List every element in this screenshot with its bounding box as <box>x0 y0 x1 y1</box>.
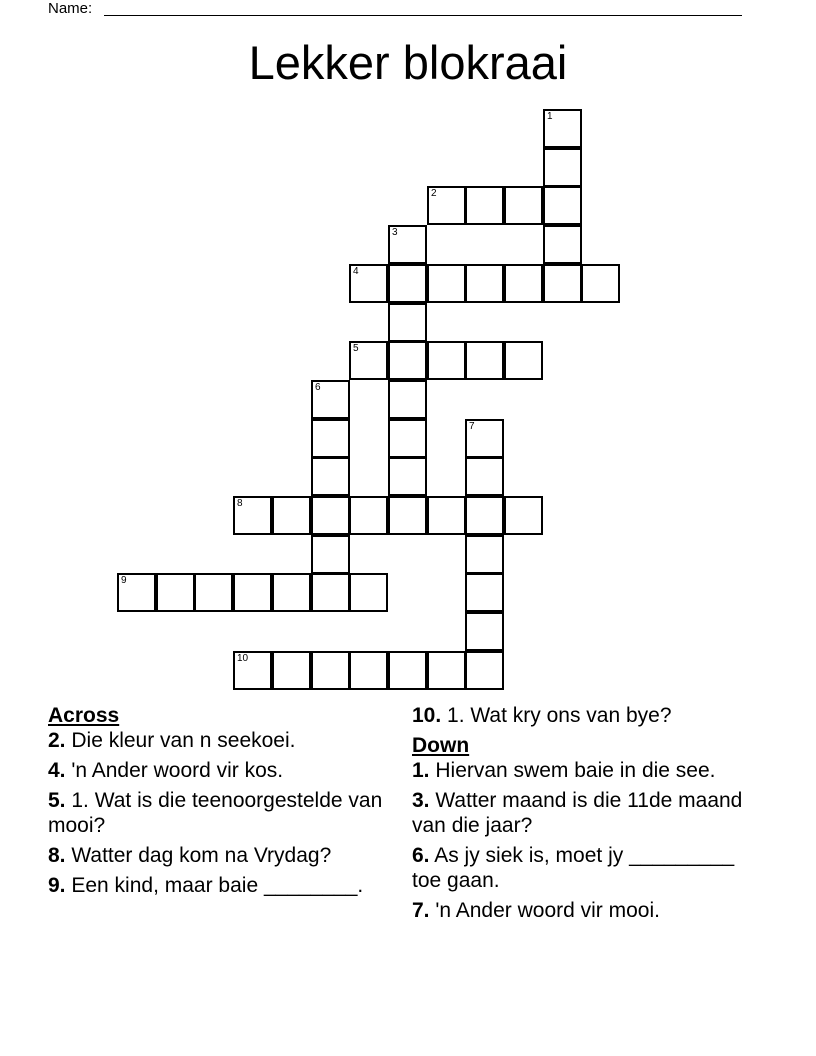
grid-cell[interactable] <box>311 535 350 574</box>
grid-cell[interactable] <box>388 380 427 419</box>
grid-cell[interactable] <box>311 457 350 496</box>
grid-cell[interactable] <box>388 303 427 342</box>
clue-text: Watter dag kom na Vrydag? <box>71 844 332 867</box>
clue-number: 10. <box>412 704 442 727</box>
cell-number: 5 <box>353 343 359 354</box>
grid-cell[interactable] <box>349 651 388 690</box>
grid-cell[interactable] <box>388 496 427 535</box>
clue-number: 6. <box>412 844 430 867</box>
clue-text: 1. Wat kry ons van bye? <box>447 704 672 727</box>
grid-cell[interactable] <box>465 264 504 303</box>
clue-text: Watter maand is die 11de maand van die jaar? <box>412 789 743 837</box>
cell-number: 9 <box>121 575 127 586</box>
grid-cell[interactable] <box>388 419 427 458</box>
cell-number: 8 <box>237 498 243 509</box>
clue-number: 2. <box>48 729 66 752</box>
cell-number: 6 <box>315 382 321 393</box>
grid-cell[interactable] <box>194 573 233 612</box>
grid-cell[interactable] <box>233 496 272 535</box>
cell-number: 3 <box>392 227 398 238</box>
clue-text: Een kind, maar baie ________. <box>71 874 364 897</box>
grid-cell[interactable] <box>311 496 350 535</box>
clue-text: 'n Ander woord vir mooi. <box>435 899 660 922</box>
grid-cell[interactable] <box>504 264 543 303</box>
name-label: Name: <box>48 0 93 17</box>
grid-cell[interactable] <box>349 573 388 612</box>
cell-number: 2 <box>431 188 437 199</box>
grid-cell[interactable] <box>272 496 311 535</box>
grid-cell[interactable] <box>543 186 582 225</box>
grid-cell[interactable] <box>504 186 543 225</box>
clue-number: 4. <box>48 759 66 782</box>
grid-cell[interactable] <box>233 573 272 612</box>
cell-number: 4 <box>353 266 359 277</box>
clues-right-column <box>412 703 752 928</box>
grid-cell[interactable] <box>388 651 427 690</box>
grid-cell[interactable] <box>272 651 311 690</box>
clue-text: 'n Ander woord vir kos. <box>71 759 284 782</box>
cell-number: 7 <box>469 421 475 432</box>
down-clue-1 <box>412 758 752 783</box>
grid-cell[interactable] <box>427 264 466 303</box>
grid-cell[interactable] <box>311 419 350 458</box>
grid-cell[interactable] <box>465 573 504 612</box>
grid-cell[interactable] <box>543 109 582 148</box>
grid-cell[interactable] <box>349 264 388 303</box>
across-clue-9 <box>48 873 388 898</box>
grid-cell[interactable] <box>311 573 350 612</box>
puzzle-title: Lekker blokraai <box>248 36 568 89</box>
grid-cell[interactable] <box>543 225 582 264</box>
grid-cell[interactable] <box>311 651 350 690</box>
grid-cell[interactable] <box>543 264 582 303</box>
across-clue-2 <box>48 728 388 753</box>
down-heading: Down <box>412 734 470 757</box>
grid-cell[interactable] <box>465 341 504 380</box>
cell-number: 10 <box>237 653 249 664</box>
grid-cell[interactable] <box>388 225 427 264</box>
grid-cell[interactable] <box>581 264 620 303</box>
clue-number: 3. <box>412 789 430 812</box>
grid-cell[interactable] <box>465 612 504 651</box>
across-clue-4 <box>48 758 388 783</box>
grid-cell[interactable] <box>427 341 466 380</box>
grid-cell[interactable] <box>349 496 388 535</box>
grid-cell[interactable] <box>543 148 582 187</box>
grid-cell[interactable] <box>272 573 311 612</box>
grid-cell[interactable] <box>504 496 543 535</box>
down-clue-6 <box>412 843 752 893</box>
grid-cell[interactable] <box>427 186 466 225</box>
clue-number: 5. <box>48 789 66 812</box>
grid-cell[interactable] <box>117 573 156 612</box>
clue-text: 1. Wat is die teenoorgestelde van mooi? <box>48 789 383 837</box>
across-clue-10 <box>412 703 752 728</box>
grid-cell[interactable] <box>465 535 504 574</box>
grid-cell[interactable] <box>388 341 427 380</box>
grid-cell[interactable] <box>465 419 504 458</box>
clues-left-column <box>48 703 388 903</box>
grid-cell[interactable] <box>427 651 466 690</box>
grid-cell[interactable] <box>349 341 388 380</box>
down-clue-7 <box>412 898 752 923</box>
grid-cell[interactable] <box>233 651 272 690</box>
clue-number: 8. <box>48 844 66 867</box>
grid-cell[interactable] <box>388 264 427 303</box>
grid-cell[interactable] <box>388 457 427 496</box>
down-clue-3 <box>412 788 752 838</box>
grid-cell[interactable] <box>156 573 195 612</box>
grid-cell[interactable] <box>504 341 543 380</box>
clue-number: 1. <box>412 759 430 782</box>
clue-number: 7. <box>412 899 430 922</box>
grid-cell[interactable] <box>427 496 466 535</box>
grid-cell[interactable] <box>465 651 504 690</box>
grid-cell[interactable] <box>465 186 504 225</box>
cell-number: 1 <box>547 111 553 122</box>
across-clue-8 <box>48 843 388 868</box>
grid-cell[interactable] <box>465 496 504 535</box>
clue-number: 9. <box>48 874 66 897</box>
across-heading: Across <box>48 704 120 727</box>
clue-text: Hiervan swem baie in die see. <box>435 759 716 782</box>
clue-text: As jy siek is, moet jy _________ toe gaan. <box>412 844 735 892</box>
grid-cell[interactable] <box>465 457 504 496</box>
clue-text: Die kleur van n seekoei. <box>71 729 296 752</box>
grid-cell[interactable] <box>311 380 350 419</box>
across-clue-5 <box>48 788 388 838</box>
